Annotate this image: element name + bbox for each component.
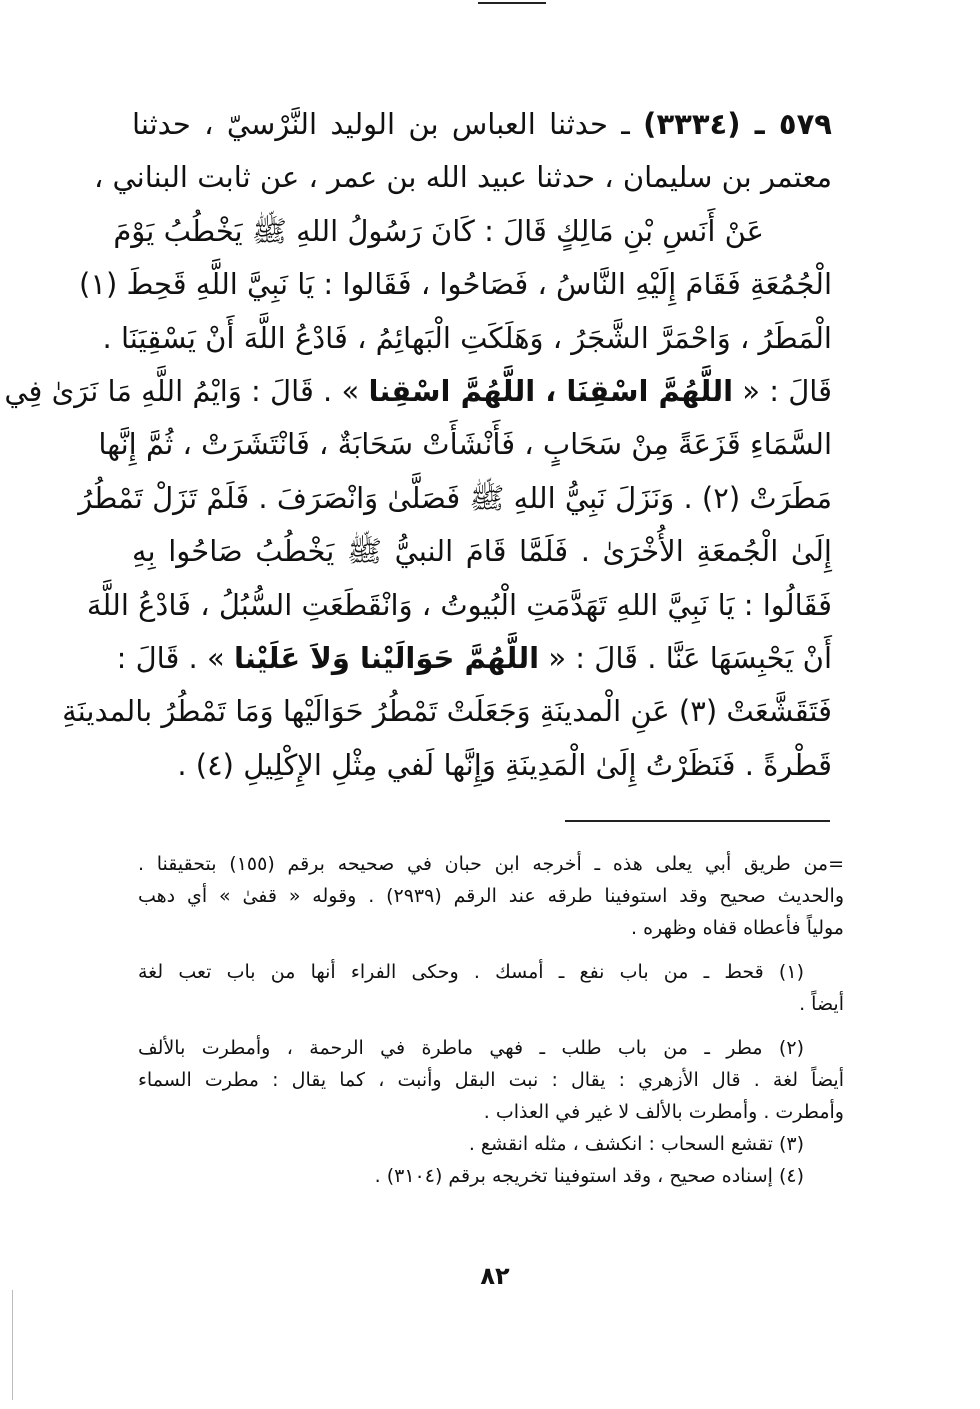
footnote-line: مولياً فأعطاه قفاه وظهره .	[631, 917, 844, 939]
main-line	[132, 98, 832, 151]
text-segment: ـ حدثنا العباس بن الوليد النَّرْسيّ ، حدثنا	[132, 107, 644, 141]
main-line	[86, 579, 832, 632]
main-line	[62, 685, 832, 738]
hadith-number: ٥٧٩ ـ (٣٣٣٤)	[643, 107, 832, 141]
main-line	[93, 151, 832, 204]
main-line	[113, 205, 832, 258]
footnote-line: أيضاً .	[799, 993, 844, 1015]
footnote-line: وأمطرت . وأمطرت بالألف لا غير في العذاب .	[483, 1101, 844, 1123]
text-segment: عَنْ أَنَسِ بْنِ مَالِكٍ قَالَ : كَانَ رَسُولُ اللهِ ﷺ يَخْطُبُ يَوْمَ	[113, 213, 764, 248]
footnotes	[138, 848, 844, 1192]
text-segment: قَالَ : «	[733, 373, 832, 408]
text-segment: الْجُمُعَةِ فَقَامَ إِلَيْهِ النَّاسُ ، فَصَاحُوا ، فَقَالوا : يَا نَبِيَّ اللَّهِ قَحِطَ (١)	[79, 267, 832, 302]
text-segment: إِلَىٰ الْجُمعَةِ الأُخْرَىٰ . فَلَمَّا قَامَ النبيُّ ﷺ يَخْطُبُ صَاحُوا بِهِ	[132, 534, 832, 569]
margin-scan-mark	[12, 1290, 13, 1400]
text-segment: فَتَقَشَّعَتْ (٣) عَنِ الْمدينَةِ وَجَعَلَتْ تَمْطُرُ حَوَالَيْها وَمَا تَمْطُرُ بالمدينَةِ	[62, 694, 832, 729]
footnote-line: (٢) مطر ـ من باب طلب ـ فهي ماطرة في الرحمة ، وأمطرت بالألف	[138, 1037, 804, 1059]
main-line	[116, 632, 832, 685]
footnote-line: والحديث صحيح وقد استوفينا طرقه عند الرقم (٢٩٣٩) . وقوله « قفىٰ » أي دهب	[138, 885, 844, 907]
text-segment: » . قَالَ : وَايْمُ اللَّهِ مَا نَرَىٰ فِي	[4, 373, 369, 408]
text-segment: أَنْ يَحْبِسَهَا عَنَّا . قَالَ : «	[539, 640, 832, 675]
prayer-text: اللَّهُمَّ حَوَالَيْنا وَلاَ عَلَيْنا	[233, 640, 540, 675]
footnote-line: (٣) تقشع السحاب : انكشف ، مثله انقشع .	[468, 1133, 804, 1155]
hadith-main-text	[4, 98, 832, 792]
footnote-line: =من طريق أبي يعلى هذه ـ أخرجه ابن حبان في صحيحه برقم (١٥٥) بتحقيقنا .	[138, 853, 845, 875]
text-segment: » . قَالَ :	[116, 640, 234, 675]
text-segment: السَّمَاءِ قَزَعَةً مِنْ سَحَابٍ ، فَأَنْشَأَتْ سَحَابَةٌ ، فَانْتَشَرَتْ ، ثُمَّ إِنَّها	[98, 427, 832, 462]
text-segment: فَقَالُوا : يَا نَبِيَّ اللهِ تَهَدَّمَتِ الْبُيوتُ ، وَانْقَطَعَتِ السُّبُلُ ، فَادْعُ اللَّهَ	[86, 587, 832, 622]
main-line	[78, 472, 832, 525]
text-segment: معتمر بن سليمان ، حدثنا عبيد الله بن عمر ، عن ثابت البناني ،	[93, 160, 832, 195]
prayer-text: اللَّهُمَّ اسْقِنَا ، اللَّهُمَّ اسْقِنا	[368, 373, 734, 408]
main-line	[79, 258, 832, 311]
text-segment: الْمَطَرُ ، وَاحْمَرَّ الشَّجَرُ ، وَهَلَكَتِ الْبَهائِمُ ، فَادْعُ اللَّهَ أَنْ يَسْقِيَنَا .	[102, 320, 832, 355]
footnote-separator	[565, 820, 830, 822]
main-line	[132, 739, 832, 792]
page-number: ٨٢	[480, 1262, 510, 1290]
footnote-line: أيضاً لغة . قال الأزهري : يقال : نبت البقل وأنبت ، كما يقال : مطرت السماء	[138, 1069, 844, 1091]
main-line	[102, 312, 832, 365]
main-line	[98, 418, 832, 471]
text-segment: مَطَرَتْ (٢) . وَنَزَلَ نَبِيُّ اللهِ ﷺ فَصَلَّىٰ وَانْصَرَفَ . فَلَمْ تَزَلْ تَمْطُرُ	[78, 480, 832, 515]
main-line	[132, 525, 832, 578]
main-line	[4, 365, 832, 418]
footnote-line: (١) قحط ـ من باب نفع ـ أمسك . وحكى الفراء أنها من باب تعب لغة	[138, 961, 804, 983]
text-segment: قَطْرةً . فَنَظَرْتُ إِلَىٰ الْمَدِينَةِ وَإِنَّها لَفي مِثْلِ الإِكْلِيلِ (٤) .	[177, 747, 832, 782]
footnote-line: (٤) إسناده صحيح ، وقد استوفينا تخريجه برقم (٣١٠٤) .	[374, 1165, 804, 1187]
top-rule	[478, 2, 546, 4]
